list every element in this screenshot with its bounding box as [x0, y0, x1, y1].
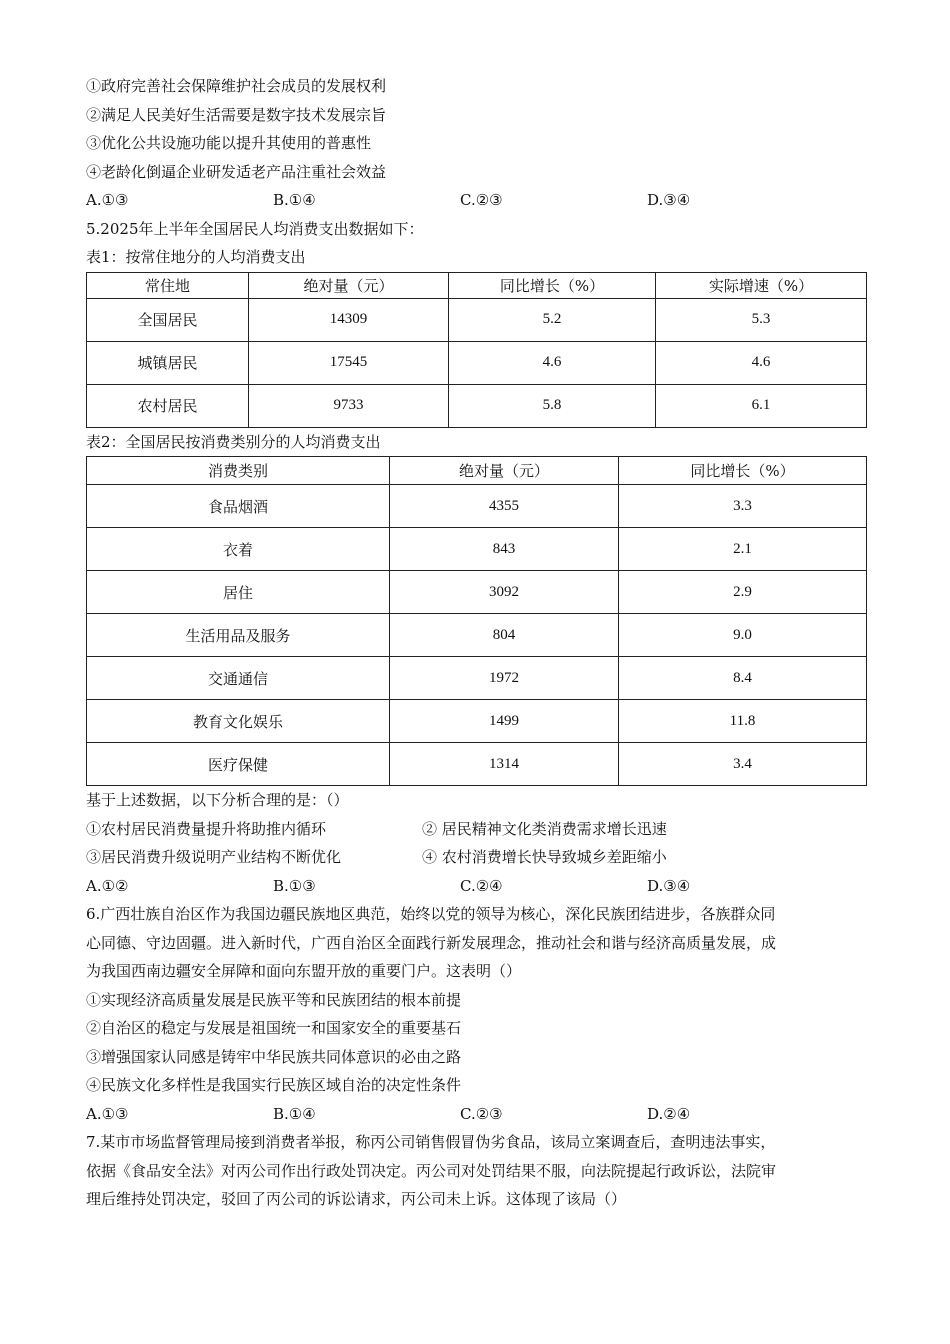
q5-items-row-2: [86, 843, 866, 872]
q6-option-b: B.①④: [273, 1104, 316, 1123]
q6-option-a: A.①③: [86, 1104, 129, 1123]
q5-stem: 5.2025年上半年全国居民人均消费支出数据如下：: [86, 219, 424, 238]
q7-stem-line: 依据《食品安全法》对丙公司作出行政处罚决定。丙公司对处罚结果不服，向法院提起行政诉讼，法院审: [86, 1161, 777, 1180]
table2-cell: 4355: [390, 485, 619, 528]
q5-item-3: ③居民消费升级说明产业结构不断优化: [86, 848, 342, 866]
table2-header-row: [87, 457, 867, 485]
table2-cell: 衣着: [87, 528, 390, 571]
table-row: [87, 743, 867, 786]
q4-items: [86, 72, 866, 186]
table2-cell: 1314: [390, 743, 619, 786]
table2-cell: 食品烟酒: [87, 485, 390, 528]
table2-cell: 843: [390, 528, 619, 571]
q6-options: [86, 1100, 866, 1129]
q5-question: 基于上述数据，以下分析合理的是：（）: [86, 791, 349, 809]
exam-page: [86, 72, 866, 1214]
table2-cell: 教育文化娱乐: [87, 700, 390, 743]
table1-cell: 17545: [249, 341, 449, 384]
table-row: [87, 528, 867, 571]
q5-items-row-1: [86, 815, 866, 844]
q5-option-b: B.①③: [273, 876, 316, 895]
q5-option-d: D.③④: [647, 876, 691, 895]
q4-item-4: ④老龄化倒逼企业研发适老产品注重社会效益: [86, 162, 387, 181]
table2-cell: 3.3: [619, 485, 867, 528]
table-row: [87, 571, 867, 614]
q7-stem-line: 7.某市市场监督管理局接到消费者举报，称丙公司销售假冒伪劣食品，该局立案调查后，查明违法事实，: [86, 1133, 776, 1151]
q6-stem-line: 为我国西南边疆安全屏障和面向东盟开放的重要门户。这表明（）: [86, 962, 522, 980]
table1-header: 常住地: [87, 272, 249, 298]
table-row: [87, 700, 867, 743]
table2: [86, 456, 867, 786]
table1-caption: 表1：按常住地分的人均消费支出: [86, 248, 306, 266]
q6-stem-line: 6.广西壮族自治区作为我国边疆民族地区典范，始终以党的领导为核心，深化民族团结进步，各族群众同: [86, 905, 776, 923]
table2-cell: 3.4: [619, 743, 867, 786]
q5-option-c: C.②④: [460, 876, 503, 895]
q5-item-4: ④ 农村消费增长快导致城乡差距缩小: [422, 848, 667, 866]
table-row: [87, 341, 867, 384]
table2-header: 同比增长（%）: [619, 457, 867, 485]
table2-header: 绝对量（元）: [390, 457, 619, 485]
table2-cell: 3092: [390, 571, 619, 614]
table1-cell: 5.3: [656, 298, 867, 341]
q6-item-1: ①实现经济高质量发展是民族平等和民族团结的根本前提: [86, 990, 462, 1009]
q6-option-c: C.②③: [460, 1104, 503, 1123]
table1-cell: 6.1: [656, 384, 867, 427]
q4-option-c: C.②③: [460, 191, 503, 209]
table2-caption: 表2：全国居民按消费类别分的人均消费支出: [86, 432, 381, 451]
table1-cell: 5.8: [449, 384, 656, 427]
table2-cell: 医疗保健: [87, 743, 390, 786]
q4-options: [86, 186, 866, 215]
table1-cell: 全国居民: [87, 298, 249, 341]
q4-option-d: D.③④: [647, 191, 691, 209]
table2-cell: 1972: [390, 657, 619, 700]
q6-item-2: ②自治区的稳定与发展是祖国统一和国家安全的重要基石: [86, 1019, 462, 1037]
table1-cell: 9733: [249, 384, 449, 427]
table2-cell: 2.1: [619, 528, 867, 571]
q4-option-a: A.①③: [86, 191, 129, 209]
table1-header-row: [87, 272, 867, 298]
table1-cell: 城镇居民: [87, 341, 249, 384]
table1-cell: 农村居民: [87, 384, 249, 427]
q6-option-d: D.②④: [647, 1104, 691, 1123]
table1: [86, 272, 867, 428]
q5-item-1: ①农村居民消费量提升将助推内循环: [86, 819, 327, 838]
table1-header: 绝对量（元）: [249, 272, 449, 298]
q5-item-2: ② 居民精神文化类消费需求增长迅速: [422, 819, 667, 838]
q6-item-4: ④民族文化多样性是我国实行民族区域自治的决定性条件: [86, 1076, 462, 1094]
table-row: [87, 298, 867, 341]
table-row: [87, 614, 867, 657]
table2-cell: 804: [390, 614, 619, 657]
q5-options: [86, 872, 866, 901]
q4-item-2: ②满足人民美好生活需要是数字技术发展宗旨: [86, 105, 387, 124]
table2-cell: 9.0: [619, 614, 867, 657]
table-row: [87, 485, 867, 528]
table1-header: 实际增速（%）: [656, 272, 867, 298]
table2-cell: 11.8: [619, 700, 867, 743]
q4-option-b: B.①④: [273, 191, 316, 209]
q4-item-1: ①政府完善社会保障维护社会成员的发展权利: [86, 77, 387, 95]
table-row: [87, 657, 867, 700]
table1-cell: 14309: [249, 298, 449, 341]
table2-header: 消费类别: [87, 457, 390, 485]
q7-stem: [86, 1128, 866, 1214]
q6-stem: [86, 900, 866, 986]
q4-item-3: ③优化公共设施功能以提升其使用的普惠性: [86, 134, 372, 152]
table1-cell: 4.6: [656, 341, 867, 384]
q6-item-3: ③增强国家认同感是铸牢中华民族共同体意识的必由之路: [86, 1047, 462, 1066]
q7-stem-line: 理后维持处罚决定，驳回了丙公司的诉讼请求，丙公司未上诉。这体现了该局（）: [86, 1190, 627, 1208]
q6-stem-line: 心同德、守边固疆。进入新时代，广西自治区全面践行新发展理念，推动社会和谐与经济高质量发展，成: [86, 933, 777, 952]
table2-cell: 1499: [390, 700, 619, 743]
table1-cell: 4.6: [449, 341, 656, 384]
table-row: [87, 384, 867, 427]
q5-option-a: A.①②: [86, 876, 129, 895]
table2-cell: 2.9: [619, 571, 867, 614]
table1-cell: 5.2: [449, 298, 656, 341]
table2-cell: 交通通信: [87, 657, 390, 700]
table2-cell: 生活用品及服务: [87, 614, 390, 657]
table1-header: 同比增长（%）: [449, 272, 656, 298]
table2-cell: 8.4: [619, 657, 867, 700]
table2-cell: 居住: [87, 571, 390, 614]
